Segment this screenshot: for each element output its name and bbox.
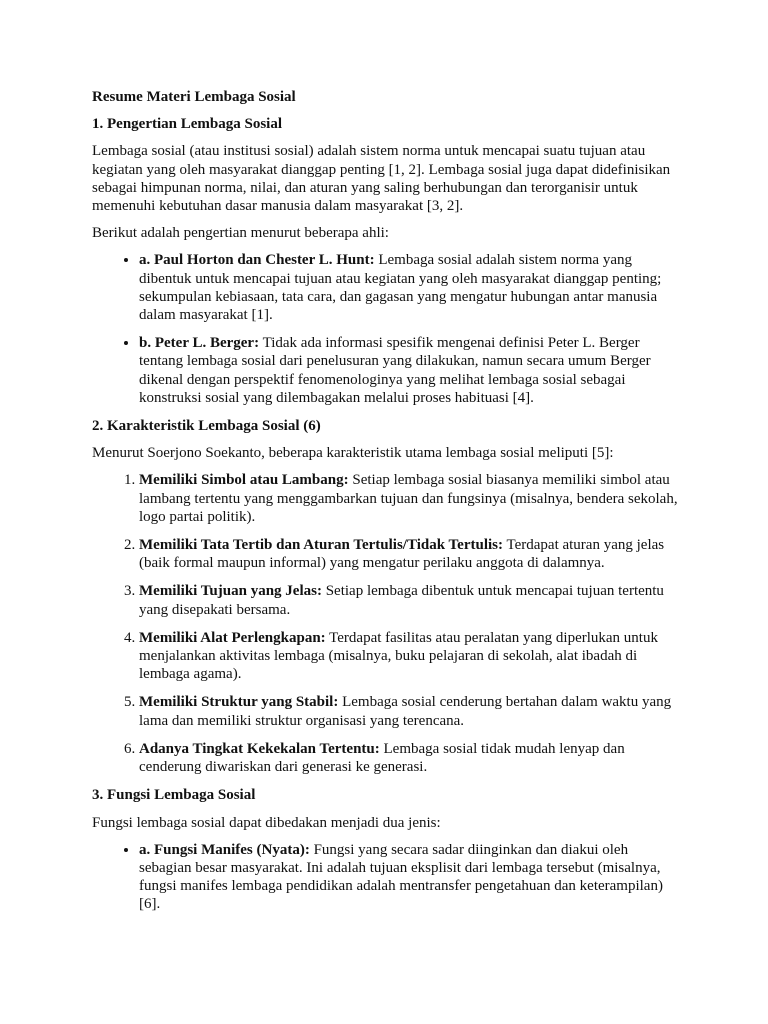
list-item-term: Memiliki Struktur yang Stabil: <box>139 694 339 711</box>
list-item-term: Memiliki Alat Perlengkapan: <box>139 629 326 646</box>
list-item-text: Terdapat aturan yang jelas (baik formal maupun informal) yang mengatur perilaku anggota di dalamnya. <box>139 537 665 572</box>
section-heading-karakteristik: 2. Karakteristik Lembaga Sosial (6) <box>92 418 321 435</box>
list-item-text: Lembaga sosial cenderung bertahan dalam waktu yang lama dan memiliki struktur organisasi yang terencana. <box>139 694 672 729</box>
list-item-term: Memiliki Tata Tertib dan Aturan Tertulis/Tidak Tertulis: <box>139 537 503 554</box>
list-item <box>139 582 682 618</box>
definition-paragraph: Lembaga sosial (atau institusi sosial) adalah sistem norma untuk mencapai suatu tujuan atau kegiatan yang oleh masyarakat dianggap penting [1, 2]. Lembaga sosial juga dapat didefinisikan sebagai himpunan norma, nilai, dan aturan yang saling berhubungan dan terorganisir untuk memenuhi kebutuhan dasar manusia dalam masyarakat [3, 2]. <box>92 143 671 215</box>
list-item-text: Lembaga sosial tidak mudah lenyap dan cenderung diwariskan dari generasi ke generasi. <box>139 740 625 776</box>
list-item <box>139 334 682 407</box>
section-heading-pengertian: 1. Pengertian Lembaga Sosial <box>92 116 282 133</box>
list-item-text: Lembaga sosial adalah sistem norma yang dibentuk untuk mencapai tujuan atau kegiatan yang oleh masyarakat dianggap penting; sekumpulan kebiasaan, tata cara, dan gagasan yang mengatur hubungan antar manusia dalam masyarakat [1]. <box>139 252 662 324</box>
list-item-text: Setiap lembaga sosial biasanya memiliki simbol atau lambang tertentu yang menggambarkan tujuan dan fungsinya (misalnya, bendera sekolah, logo partai politik). <box>139 472 678 525</box>
document-title: Resume Materi Lembaga Sosial <box>92 89 296 105</box>
list-item <box>139 536 682 572</box>
list-item <box>139 471 682 526</box>
experts-list <box>92 251 682 407</box>
list-item <box>139 251 682 324</box>
section-heading-fungsi: 3. Fungsi Lembaga Sosial <box>92 787 256 804</box>
list-item <box>139 740 682 776</box>
list-item-term: Adanya Tingkat Kekekalan Tertentu: <box>139 740 380 757</box>
list-item-term: Memiliki Tujuan yang Jelas: <box>139 583 322 600</box>
list-item-text: Fungsi yang secara sadar diinginkan dan diakui oleh sebagian besar masyarakat. Ini adalah tujuan eksplisit dari lembaga tersebut (misalnya, fungsi manifes lembaga pendidikan adalah mentransfer pengetahuan dan keterampilan) [6]. <box>139 841 663 913</box>
characteristics-list <box>92 471 682 776</box>
list-item <box>139 693 682 729</box>
characteristics-intro: Menurut Soerjono Soekanto, beberapa karakteristik utama lembaga sosial meliputi [5]: <box>92 445 614 462</box>
experts-intro: Berikut adalah pengertian menurut beberapa ahli: <box>92 225 389 242</box>
list-item-text: Terdapat fasilitas atau peralatan yang diperlukan untuk menjalankan aktivitas lembaga (misalnya, buku pelajaran di sekolah, alat ibadah di lembaga agama). <box>139 629 658 683</box>
list-item <box>139 629 682 684</box>
functions-intro: Fungsi lembaga sosial dapat dibedakan menjadi dua jenis: <box>92 814 441 831</box>
list-item-text: Setiap lembaga dibentuk untuk mencapai tujuan tertentu yang disepakati bersama. <box>139 583 664 618</box>
list-item-term: a. Fungsi Manifes (Nyata): <box>139 841 310 858</box>
list-item-term: a. Paul Horton dan Chester L. Hunt: <box>139 252 375 269</box>
document-page <box>92 88 682 924</box>
list-item-text: Tidak ada informasi spesifik mengenai definisi Peter L. Berger tentang lembaga sosial dari penelusuran yang dilakukan, namun secara umum Berger dikenal dengan perspektif fenomenologinya yang melihat lembaga sosial sebagai konstruksi sosial yang dilembagakan melalui proses habituasi [4]. <box>139 335 651 406</box>
list-item <box>139 841 682 914</box>
list-item-term: b. Peter L. Berger: <box>139 335 260 352</box>
functions-list <box>92 841 682 914</box>
list-item-term: Memiliki Simbol atau Lambang: <box>139 472 349 489</box>
